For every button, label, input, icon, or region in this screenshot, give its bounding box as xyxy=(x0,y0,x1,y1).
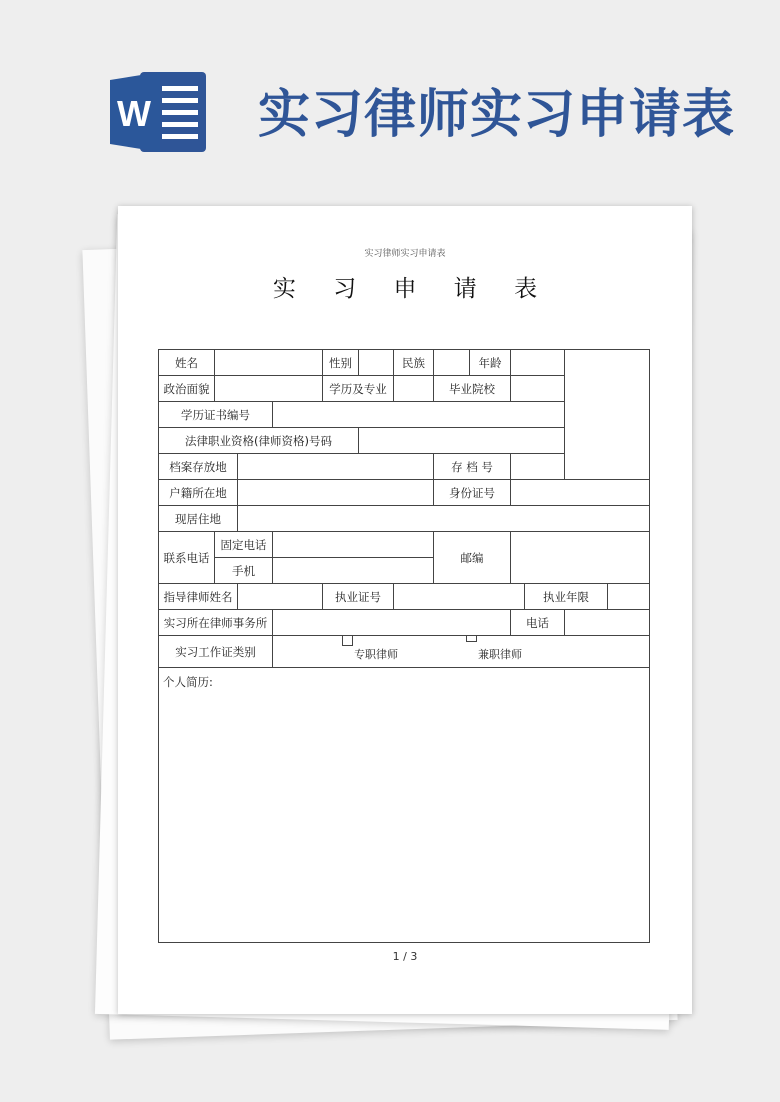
document-page xyxy=(118,206,692,1014)
landline-label: 固定电话 xyxy=(215,532,273,558)
archive-location-field[interactable] xyxy=(238,454,434,480)
id-no-label: 身份证号 xyxy=(434,480,511,506)
photo-box[interactable] xyxy=(565,350,650,480)
mentor-label: 指导律师姓名 xyxy=(159,584,238,610)
permit-type-label: 实习工作证类别 xyxy=(159,636,273,668)
residence-field[interactable] xyxy=(238,506,650,532)
document-title: 实 习 申 请 表 xyxy=(272,276,553,302)
name-field[interactable] xyxy=(215,350,323,376)
page-header: 实习律师实习申请表 xyxy=(364,249,446,259)
parttime-checkbox[interactable] xyxy=(466,636,477,643)
phone-field[interactable] xyxy=(565,610,650,636)
parttime-option-label: 兼职律师 xyxy=(478,648,522,661)
political-field[interactable] xyxy=(215,376,323,402)
id-no-field[interactable] xyxy=(511,480,650,506)
gender-label: 性别 xyxy=(323,350,359,376)
qualification-field[interactable] xyxy=(359,428,565,454)
phone-label: 电话 xyxy=(511,610,565,636)
page-number: 1 / 3 xyxy=(392,950,418,963)
contact-label: 联系电话 xyxy=(159,532,215,584)
practice-years-field[interactable] xyxy=(608,584,650,610)
age-field[interactable] xyxy=(511,350,565,376)
resume-area[interactable] xyxy=(159,668,650,943)
education-field[interactable] xyxy=(394,376,434,402)
application-form xyxy=(158,349,650,943)
resume-label: 个人简历: xyxy=(163,675,213,689)
postcode-field[interactable] xyxy=(511,532,650,584)
school-field[interactable] xyxy=(511,376,565,402)
license-no-label: 执业证号 xyxy=(323,584,394,610)
name-label: 姓名 xyxy=(159,350,215,376)
permit-type-options xyxy=(273,636,650,668)
education-label: 学历及专业 xyxy=(323,376,394,402)
mentor-field[interactable] xyxy=(238,584,323,610)
age-label: 年龄 xyxy=(470,350,511,376)
household-field[interactable] xyxy=(238,480,434,506)
word-icon xyxy=(110,68,208,156)
diploma-no-label: 学历证书编号 xyxy=(159,402,273,428)
residence-label: 现居住地 xyxy=(159,506,238,532)
school-label: 毕业院校 xyxy=(434,376,511,402)
mobile-field[interactable] xyxy=(273,558,434,584)
mobile-label: 手机 xyxy=(215,558,273,584)
gender-field[interactable] xyxy=(359,350,394,376)
fulltime-checkbox[interactable] xyxy=(342,636,353,647)
postcode-label: 邮编 xyxy=(434,532,511,584)
license-no-field[interactable] xyxy=(394,584,525,610)
ethnicity-field[interactable] xyxy=(434,350,470,376)
household-label: 户籍所在地 xyxy=(159,480,238,506)
word-icon-letter: W xyxy=(117,93,151,134)
fulltime-option-label: 专职律师 xyxy=(354,648,398,661)
archive-location-label: 档案存放地 xyxy=(159,454,238,480)
landline-field[interactable] xyxy=(273,532,434,558)
archive-no-label: 存 档 号 xyxy=(434,454,511,480)
ethnicity-label: 民族 xyxy=(394,350,434,376)
practice-years-label: 执业年限 xyxy=(525,584,608,610)
firm-label: 实习所在律师事务所 xyxy=(159,610,273,636)
diploma-no-field[interactable] xyxy=(273,402,565,428)
banner-title: 实习律师实习申请表 xyxy=(258,84,736,145)
firm-field[interactable] xyxy=(273,610,511,636)
qualification-label: 法律职业资格(律师资格)号码 xyxy=(159,428,359,454)
archive-no-field[interactable] xyxy=(511,454,565,480)
political-label: 政治面貌 xyxy=(159,376,215,402)
